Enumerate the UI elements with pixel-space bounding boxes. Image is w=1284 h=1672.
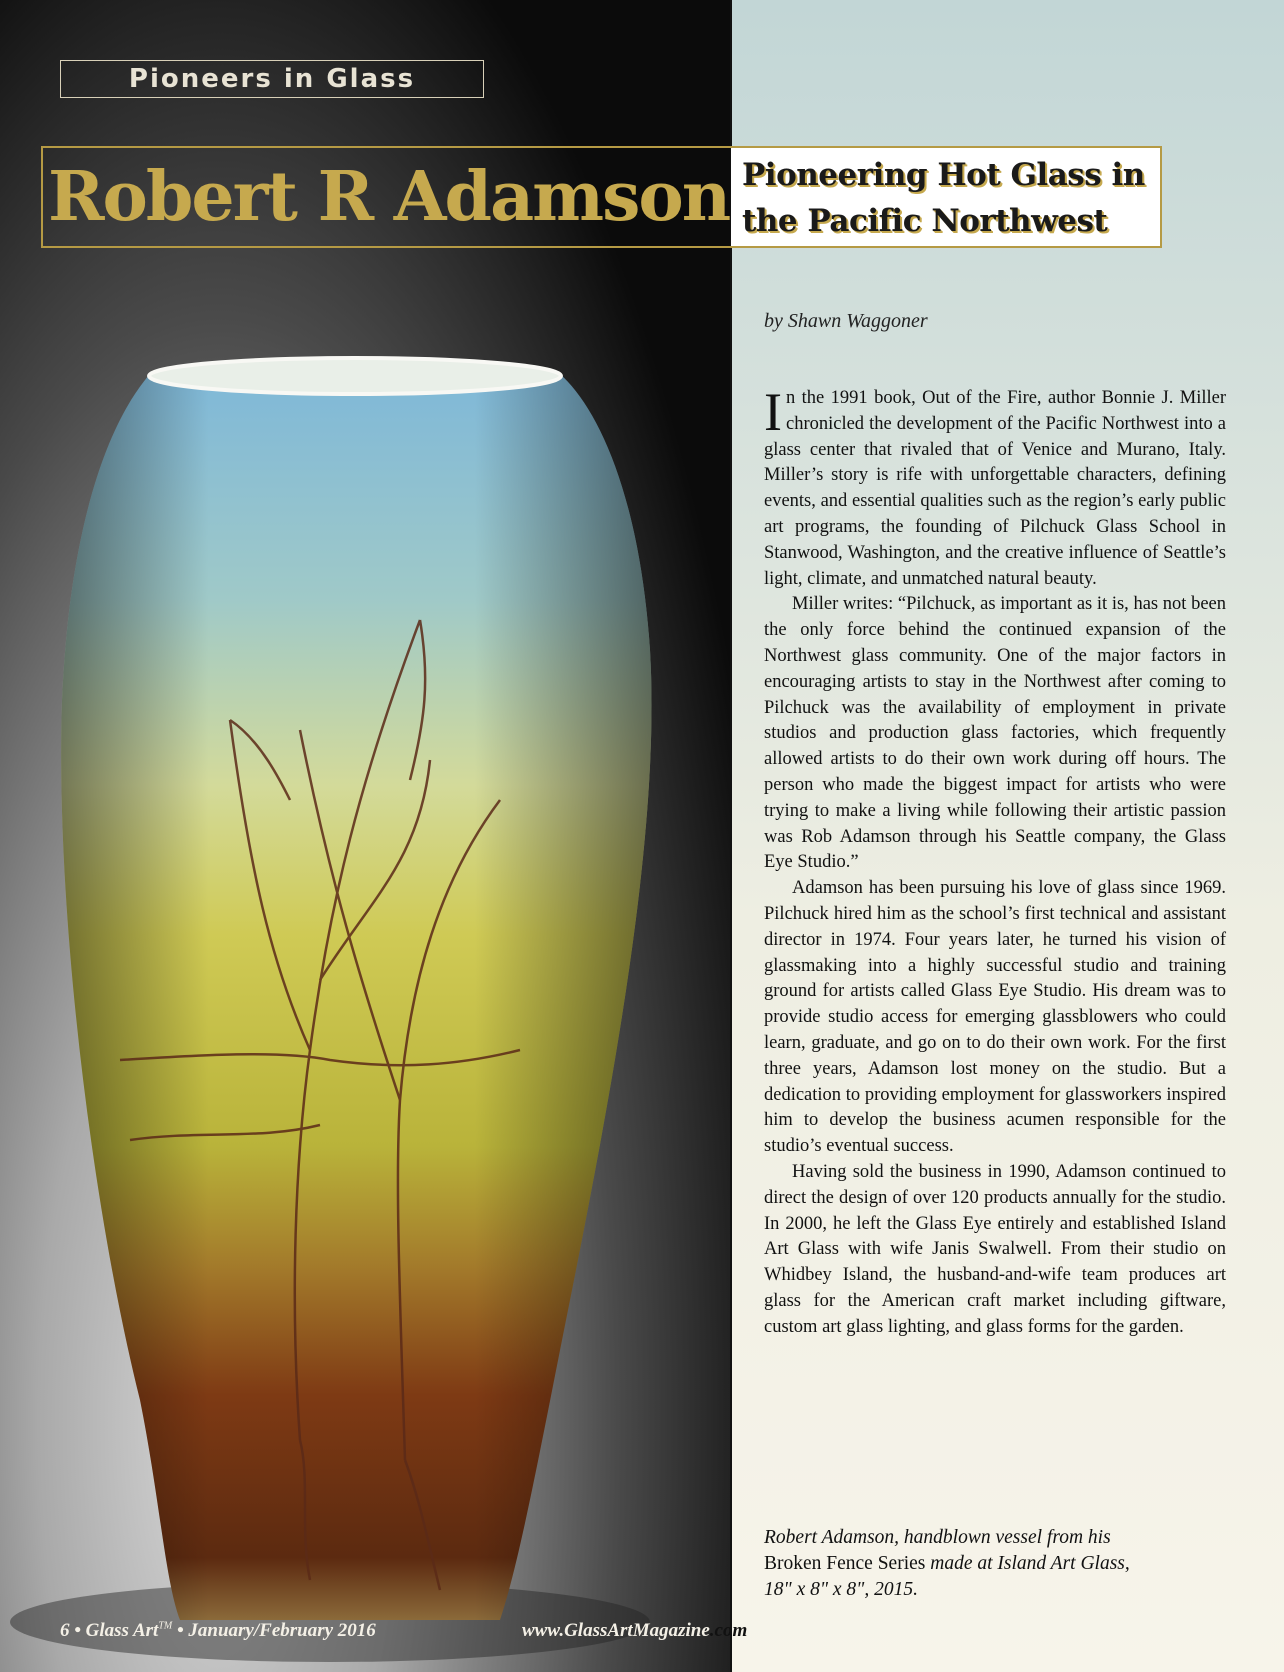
paragraph-2: Miller writes: “Pilchuck, as important as it is, has not been the only force behind the continued expansion of the Northwest glass community. One of the major factors in encouraging artists to stay in the Northwest after coming to Pilchuck was the availability of employment in private studios and production glass factories, which frequently allowed artists to do their own work during off hours. The person who made the biggest impact for artists who were trying to make a living while following their artistic passion was Rob Adamson through his Seattle company, the Glass Eye Studio.”: [764, 594, 1226, 873]
caption-line-3: 18" x 8" x 8", 2015.: [764, 1579, 919, 1600]
footer-url-link[interactable]: [522, 1620, 747, 1642]
subtitle-line-2: the Pacific Northwest: [742, 203, 1108, 239]
footer-folio: [60, 1620, 376, 1642]
article-title: Robert R Adamson: [48, 157, 730, 237]
caption-line-2: [764, 1551, 1204, 1577]
trademark-mark: TM: [158, 1620, 173, 1632]
footer-prefix: 6 • Glass Art: [60, 1620, 159, 1641]
paragraph-1-text: n the 1991 book, Out of the Fire, author Bonnie J. Miller chronicled the development of the Pacific Northwest into a glass center that rivaled that of Venice and Murano, Italy. Miller’s story is rife with unforgettable characters, defining events, and essential qualities such as the region’s early public art programs, the founding of Pilchuck Glass School in Stanwood, Washington, and the creative influence of Seattle’s light, climate, and unmatched natural beauty.: [764, 388, 1226, 589]
caption-series-name: Broken Fence Series: [764, 1553, 926, 1574]
paragraph-3: Adamson has been pursuing his love of glass since 1969. Pilchuck hired him as the school’s first technical and assistant director in 1974. Four years later, he turned his vision of glassmaking into a highly successful studio and training ground for artists called Glass Eye Studio. His dream was to provide studio access for emerging glassblowers who could learn, graduate, and go on to do their own work. For the first three years, Adamson lost money on the studio. But a dedication to providing employment for glassworkers inspired him to develop the business acumen responsible for the studio’s eventual success.: [764, 878, 1226, 1157]
subtitle-line-1: Pioneering Hot Glass in: [742, 157, 1145, 193]
caption-line-2-rest: made at Island Art Glass,: [925, 1553, 1130, 1574]
article-body: [764, 382, 1226, 1340]
caption-line-1: Robert Adamson, handblown vessel from his: [764, 1527, 1111, 1548]
article-subtitle: [742, 152, 1157, 244]
photo-caption: [764, 1525, 1204, 1603]
footer-url-part-a: www.GlassArtMagazine: [522, 1620, 710, 1641]
footer-issue: • January/February 2016: [172, 1620, 376, 1641]
footer-url-part-b: .com: [709, 1620, 748, 1641]
drop-cap: I: [764, 382, 782, 442]
byline: by Shawn Waggoner: [764, 310, 928, 332]
page-divider: [730, 0, 732, 1672]
paragraph-1: [764, 382, 1226, 592]
paragraph-4: Having sold the business in 1990, Adamson continued to direct the design of over 120 products annually for the studio. In 2000, he left the Glass Eye entirely and established Island Art Glass with wife Janis Swalwell. From their studio on Whidbey Island, the husband-and-wife team produces art glass for the American craft market including giftware, custom art glass lighting, and glass forms for the garden.: [764, 1161, 1226, 1337]
section-label: Pioneers in Glass: [60, 60, 484, 98]
